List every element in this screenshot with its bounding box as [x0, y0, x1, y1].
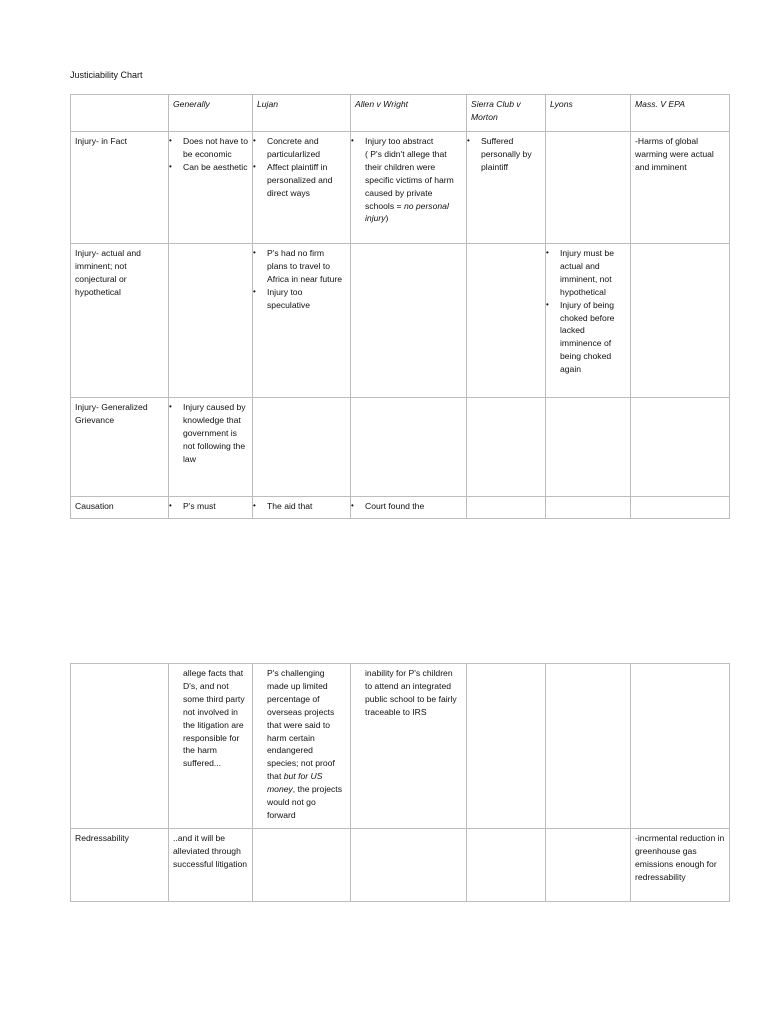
cell-lujan	[253, 132, 351, 244]
header-allen-v-wright: Allen v Wright	[351, 95, 467, 132]
cell-sierra	[467, 132, 546, 244]
cell-lujan	[253, 244, 351, 398]
list-item: • Injury too abstract	[355, 135, 462, 148]
cell-mass	[631, 497, 730, 519]
cell-lyons	[546, 398, 631, 497]
row-injury-actual	[71, 244, 730, 398]
cell-mass	[631, 244, 730, 398]
justiciability-table-continued	[70, 663, 730, 902]
list-item: • Court found the	[355, 500, 462, 513]
list-item: • P's had no firm plans to travel to Africa in near future	[257, 247, 346, 286]
row-label: Causation	[71, 497, 169, 519]
allen-close: )	[385, 213, 389, 224]
justiciability-table	[70, 94, 730, 519]
list-item: • Suffered personally by plaintiff	[471, 135, 541, 174]
list-item: • Injury must be actual and imminent, not hypothetical	[550, 247, 626, 299]
row-label: Injury- actual and imminent; not conjectural or hypothetical	[71, 244, 169, 398]
cell-mass	[631, 398, 730, 497]
allen-explanation	[355, 148, 462, 225]
row-causation	[71, 497, 730, 519]
list-item: • Injury of being choked before lacked imminence of being choked again	[550, 299, 626, 376]
lujan-text: P's challenging made up limited percentage of overseas projects that were said to harm certain endangered species; not proof that	[267, 668, 335, 782]
list-item: • Can be aesthetic	[173, 161, 248, 174]
cell-sierra	[467, 398, 546, 497]
document-title: Justiciability Chart	[70, 70, 143, 80]
header-mass-v-epa: Mass. V EPA	[631, 95, 730, 132]
list-item: • P's must	[173, 500, 248, 513]
cell-lujan	[253, 664, 351, 829]
cell-allen	[351, 497, 467, 519]
cell-allen	[351, 398, 467, 497]
cell-generally: ..and it will be alleviated through successful litigation	[169, 829, 253, 902]
cell-allen	[351, 829, 467, 902]
list-item: • Injury too speculative	[257, 286, 346, 312]
row-label: Injury- in Fact	[71, 132, 169, 244]
header-generally: Generally	[169, 95, 253, 132]
row-label: Redressability	[71, 829, 169, 902]
lujan-text-end: , the projects would not go forward	[267, 784, 342, 820]
list-item: • Does not have to be economic	[173, 135, 248, 161]
lujan-italic-text: but for US money	[267, 771, 323, 795]
list-item: • Concrete and particularlized	[257, 135, 346, 161]
cell-label-empty	[71, 664, 169, 829]
cell-allen	[351, 664, 467, 829]
cell-lujan	[253, 497, 351, 519]
cell-lyons	[546, 497, 631, 519]
cell-allen	[351, 244, 467, 398]
cell-mass: -Harms of global warming were actual and imminent	[631, 132, 730, 244]
header-lyons: Lyons	[546, 95, 631, 132]
row-generalized-grievance	[71, 398, 730, 497]
row-injury-in-fact	[71, 132, 730, 244]
row-label: Injury- Generalized Grievance	[71, 398, 169, 497]
cell-lyons	[546, 132, 631, 244]
cell-generally	[169, 398, 253, 497]
cell-sierra	[467, 497, 546, 519]
causation-allen-text: inability for P's children to attend an integrated public school to be fairly traceable to IRS	[365, 668, 457, 717]
list-item: • Injury caused by knowledge that government is not following the law	[173, 401, 248, 466]
list-item: • Affect plaintiff in personalized and direct ways	[257, 161, 346, 200]
header-lujan: Lujan	[253, 95, 351, 132]
header-empty	[71, 95, 169, 132]
header-row	[71, 95, 730, 132]
allen-italic-text: no personal injury	[365, 200, 449, 224]
cell-generally	[169, 132, 253, 244]
allen-text: ( P's didn't allege that their children were specific victims of harm caused by private schools =	[365, 148, 454, 211]
cell-lujan	[253, 829, 351, 902]
cell-allen	[351, 132, 467, 244]
cell-lyons	[546, 664, 631, 829]
row-redressability	[71, 829, 730, 902]
causation-generally-text: allege facts that D's, and not some third party not involved in the litigation are responsible for the harm suffered...	[183, 668, 245, 769]
cell-lujan	[253, 398, 351, 497]
header-sierra-club: Sierra Club v Morton	[467, 95, 546, 132]
cell-lyons	[546, 829, 631, 902]
cell-generally	[169, 664, 253, 829]
row-causation-continued	[71, 664, 730, 829]
cell-mass: -incrmental reduction in greenhouse gas emissions enough for redressability	[631, 829, 730, 902]
cell-sierra	[467, 664, 546, 829]
cell-sierra	[467, 829, 546, 902]
causation-lujan-text	[257, 667, 346, 822]
cell-mass	[631, 664, 730, 829]
list-item: • The aid that	[257, 500, 346, 513]
cell-sierra	[467, 244, 546, 398]
cell-generally	[169, 497, 253, 519]
cell-lyons	[546, 244, 631, 398]
cell-generally	[169, 244, 253, 398]
